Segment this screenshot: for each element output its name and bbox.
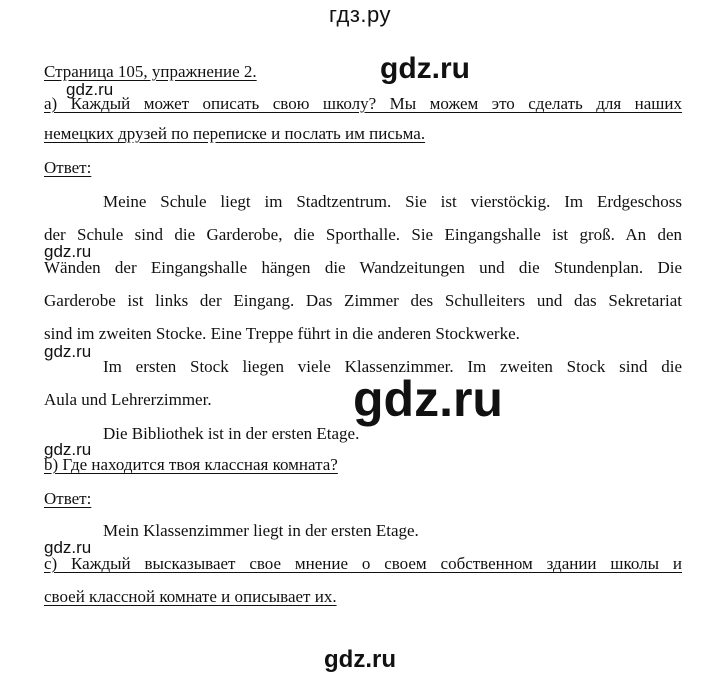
watermark-small: gdz.ru	[44, 242, 92, 261]
answer-line-5: sind im zweiten Stocke. Eine Treppe führt in die anderen Stockwerke.	[44, 324, 520, 343]
watermark-top: gdz.ru	[380, 52, 470, 85]
answer-line-7: Aula und Lehrerzimmer.	[44, 390, 212, 409]
watermark-small: gdz.ru	[44, 342, 92, 361]
site-header-logo: гдз.ру	[328, 2, 392, 27]
part-b-question: b) Где находится твоя классная комната?	[44, 455, 338, 474]
part-c-question-line-1: с) Каждый высказывает свое мнение о своем собственном здании школы и	[44, 554, 682, 573]
footer-watermark: gdz.ru	[324, 646, 396, 673]
answer-line-6: Im ersten Stock liegen viele Klassenzimmer. Im zweiten Stock sind die	[103, 357, 682, 376]
answer-b: Mein Klassenzimmer liegt in der ersten Etage.	[103, 521, 419, 540]
watermark-middle: gdz.ru	[353, 371, 503, 427]
part-c-question-line-2: своей классной комнате и описывает их.	[44, 587, 337, 606]
part-a-question-line-1: а) Каждый может описать свою школу? Мы можем это сделать для наших	[44, 94, 682, 113]
watermark-small: gdz.ru	[66, 80, 114, 99]
watermark-small: gdz.ru	[44, 538, 92, 557]
exercise-heading: Страница 105, упражнение 2.	[44, 62, 257, 81]
answer-line-4: Garderobe ist links der Eingang. Das Zimmer des Schulleiters und das Sekretariat	[44, 291, 682, 310]
part-a-question-line-2: немецких друзей по переписке и послать им письма.	[44, 124, 426, 143]
answer-label-2: Ответ:	[44, 489, 92, 508]
answer-line-3: Wänden der Eingangshalle hängen die Wandzeitungen und die Stundenplan. Die	[44, 258, 682, 277]
answer-line-2: der Schule sind die Garderobe, die Sporthalle. Sie Eingangshalle ist groß. An den	[44, 225, 682, 244]
answer-line-1: Meine Schule liegt im Stadtzentrum. Sie ist vierstöckig. Im Erdgeschoss	[103, 192, 682, 211]
answer-line-8: Die Bibliothek ist in der ersten Etage.	[103, 424, 360, 443]
watermark-small: gdz.ru	[44, 440, 92, 459]
answer-label: Ответ:	[44, 158, 92, 177]
